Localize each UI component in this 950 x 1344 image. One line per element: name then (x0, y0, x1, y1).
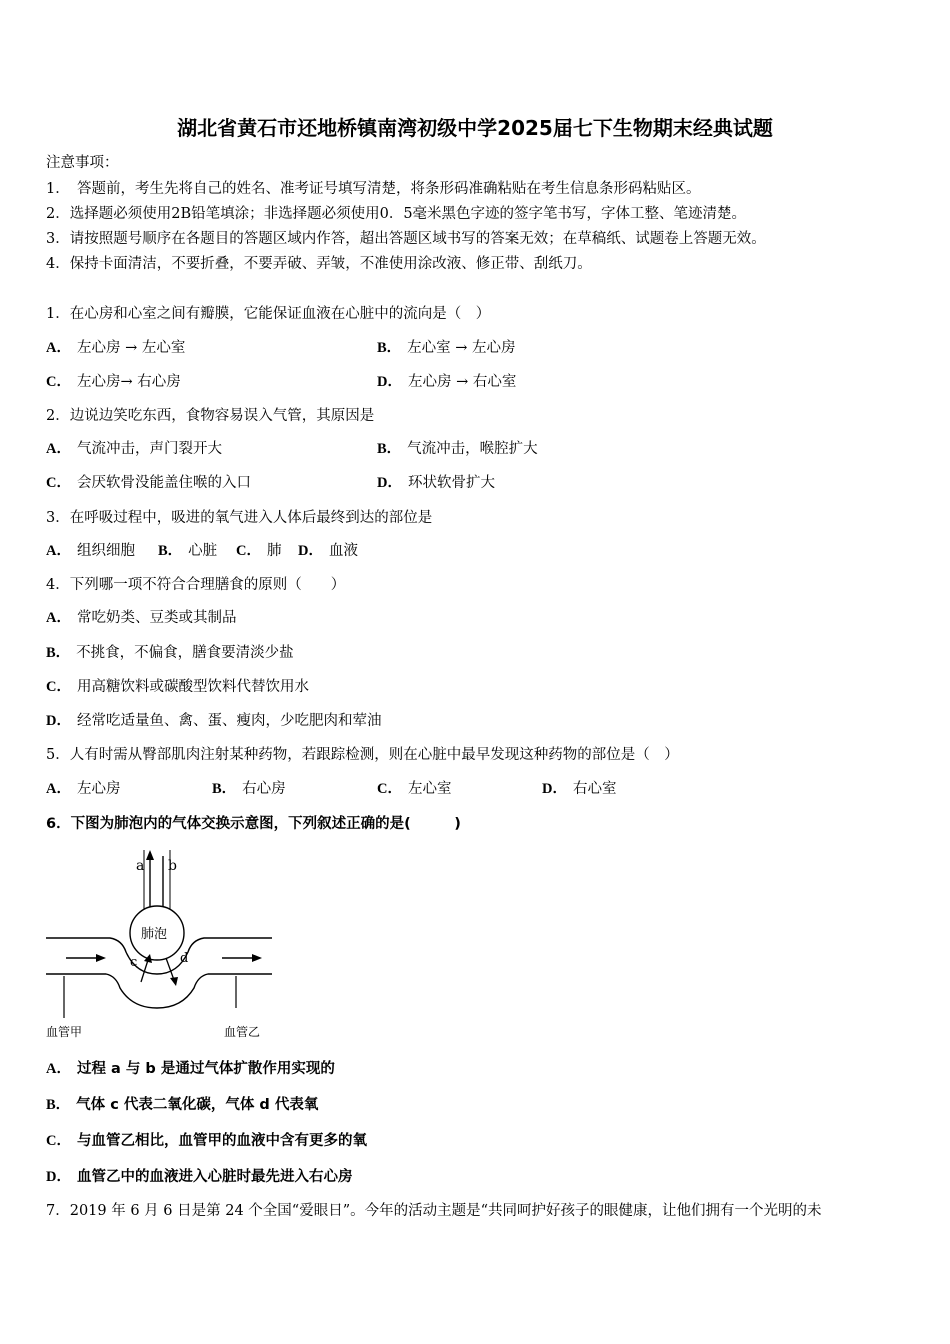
option-label: B． (377, 340, 402, 356)
option-text: 右心室 (572, 781, 617, 797)
flow-arrow-head (252, 954, 262, 962)
option-d[interactable] (46, 1165, 352, 1186)
option-b[interactable] (212, 777, 286, 798)
option-label: C． (377, 781, 402, 797)
notice-item: 1． 答题前，考生先将自己的姓名、准考证号填写清楚，将条形码准确粘贴在考生信息条形码粘贴区。 (46, 181, 701, 197)
option-text: 血液 (328, 543, 358, 559)
option-d[interactable] (46, 709, 381, 730)
question-stem: 2．边说边笑吃东西，食物容易误入气管，其原因是 (46, 408, 375, 424)
option-label: D． (377, 475, 402, 491)
option-label: D． (46, 1169, 71, 1185)
option-text: 组织细胞 (76, 543, 135, 559)
option-d[interactable] (298, 539, 358, 560)
option-d[interactable] (377, 471, 495, 492)
option-label: B． (212, 781, 237, 797)
option-c[interactable] (236, 539, 281, 560)
arrow-d-head (170, 977, 178, 986)
option-c[interactable] (46, 471, 251, 492)
option-a[interactable] (46, 606, 236, 627)
option-text: 左心室 (407, 781, 452, 797)
option-text: 气流冲击，声门裂开大 (76, 441, 222, 457)
question-stem: 4．下列哪一项不符合合理膳食的原则（ ） (46, 577, 346, 593)
option-text: 血管乙中的血液进入心脏时最先进入右心房 (76, 1169, 353, 1185)
option-label: A． (46, 441, 71, 457)
question-stem: 6．下图为肺泡内的气体交换示意图，下列叙述正确的是( ) (46, 816, 461, 832)
option-text: 肺 (266, 543, 282, 559)
option-label: C． (46, 679, 71, 695)
vessel-b-label: 血管乙 (224, 1025, 261, 1039)
vessel-lower-wall (46, 974, 272, 1008)
option-a[interactable] (46, 777, 120, 798)
option-label: A． (46, 543, 71, 559)
option-text: 与血管乙相比，血管甲的血液中含有更多的氧 (76, 1133, 367, 1149)
option-c[interactable] (46, 1129, 367, 1150)
option-a[interactable] (46, 1057, 335, 1078)
option-text: 用高糖饮料或碳酸型饮料代替饮用水 (76, 679, 309, 695)
option-label: C． (46, 374, 71, 390)
option-c[interactable] (46, 370, 181, 391)
option-b[interactable] (46, 641, 294, 662)
option-label: B． (377, 441, 402, 457)
label-a: a (136, 858, 145, 874)
question-stem: 1．在心房和心室之间有瓣膜，它能保证血液在心脏中的流向是（ ） (46, 306, 491, 322)
option-label: A． (46, 781, 71, 797)
option-label: D． (298, 543, 323, 559)
notice-item: 4．保持卡面清洁，不要折叠，不要弄破、弄皱，不准使用涂改液、修正带、刮纸刀。 (46, 256, 592, 272)
alveolus-gas-exchange-diagram (44, 848, 284, 1043)
question-stem: 5．人有时需从臀部肌肉注射某种药物，若跟踪检测，则在心脏中最早发现这种药物的部位是（ ） (46, 747, 679, 763)
arrow-a-head (146, 850, 154, 860)
option-text: 不挑食，不偏食，膳食要清淡少盐 (76, 645, 294, 661)
option-text: 左心房 → 左心室 (76, 340, 186, 356)
notice-heading: 注意事项： (46, 155, 119, 171)
option-label: C． (46, 1133, 71, 1149)
label-d: d (180, 951, 189, 966)
option-text: 环状软骨扩大 (407, 475, 495, 491)
notice-item: 3．请按照题号顺序在各题目的答题区域内作答，超出答题区域书写的答案无效；在草稿纸、试题卷上答题无效。 (46, 231, 766, 247)
label-b: b (168, 858, 177, 874)
option-text: 经常吃适量鱼、禽、蛋、瘦肉，少吃肥肉和荤油 (76, 713, 382, 729)
option-text: 会厌软骨没能盖住喉的入口 (76, 475, 251, 491)
option-a[interactable] (46, 336, 185, 357)
page-title: 湖北省黄石市还地桥镇南湾初级中学2025届七下生物期末经典试题 (177, 116, 773, 140)
option-b[interactable] (46, 1093, 318, 1114)
option-text: 心脏 (188, 543, 218, 559)
option-label: C． (236, 543, 261, 559)
option-b[interactable] (377, 437, 538, 458)
option-d[interactable] (542, 777, 616, 798)
option-label: C． (46, 475, 71, 491)
vessel-a-label: 血管甲 (46, 1025, 83, 1039)
option-text: 左心房→ 右心房 (76, 374, 181, 390)
option-label: B． (46, 645, 71, 661)
option-label: D． (46, 713, 71, 729)
option-label: A． (46, 1061, 71, 1077)
arrow-d-line (166, 958, 174, 980)
option-a[interactable] (46, 437, 222, 458)
option-d[interactable] (377, 370, 516, 391)
option-text: 过程 a 与 b 是通过气体扩散作用实现的 (76, 1061, 335, 1077)
option-text: 常吃奶类、豆类或其制品 (76, 610, 237, 626)
notice-item: 2．选择题必须使用2B铅笔填涂；非选择题必须使用0．5毫米黑色字迹的签字笔书写，字体工整、笔迹清楚。 (46, 206, 747, 222)
option-label: B． (46, 1097, 71, 1113)
question-stem: 7．2019 年 6 月 6 日是第 24 个全国“爱眼日”。今年的活动主题是“共同呵护好孩子的眼健康，让他们拥有一个光明的未 (46, 1203, 822, 1219)
option-label: B． (158, 543, 183, 559)
question-stem: 3．在呼吸过程中，吸进的氧气进入人体后最终到达的部位是 (46, 510, 433, 526)
option-text: 气体 c 代表二氧化碳，气体 d 代表氧 (76, 1097, 319, 1113)
option-c[interactable] (377, 777, 451, 798)
option-b[interactable] (158, 539, 217, 560)
option-label: D． (377, 374, 402, 390)
alveolus-label: 肺泡 (141, 927, 168, 942)
option-label: A． (46, 340, 71, 356)
option-text: 左心房 (76, 781, 121, 797)
option-text: 右心房 (242, 781, 286, 797)
option-label: A． (46, 610, 71, 626)
option-text: 左心室 → 左心房 (407, 340, 516, 356)
option-c[interactable] (46, 675, 309, 696)
label-c: c (130, 955, 138, 970)
option-label: D． (542, 781, 567, 797)
option-b[interactable] (377, 336, 516, 357)
option-text: 左心房 → 右心室 (407, 374, 517, 390)
option-text: 气流冲击，喉腔扩大 (407, 441, 538, 457)
flow-arrow-head (96, 954, 106, 962)
option-a[interactable] (46, 539, 135, 560)
